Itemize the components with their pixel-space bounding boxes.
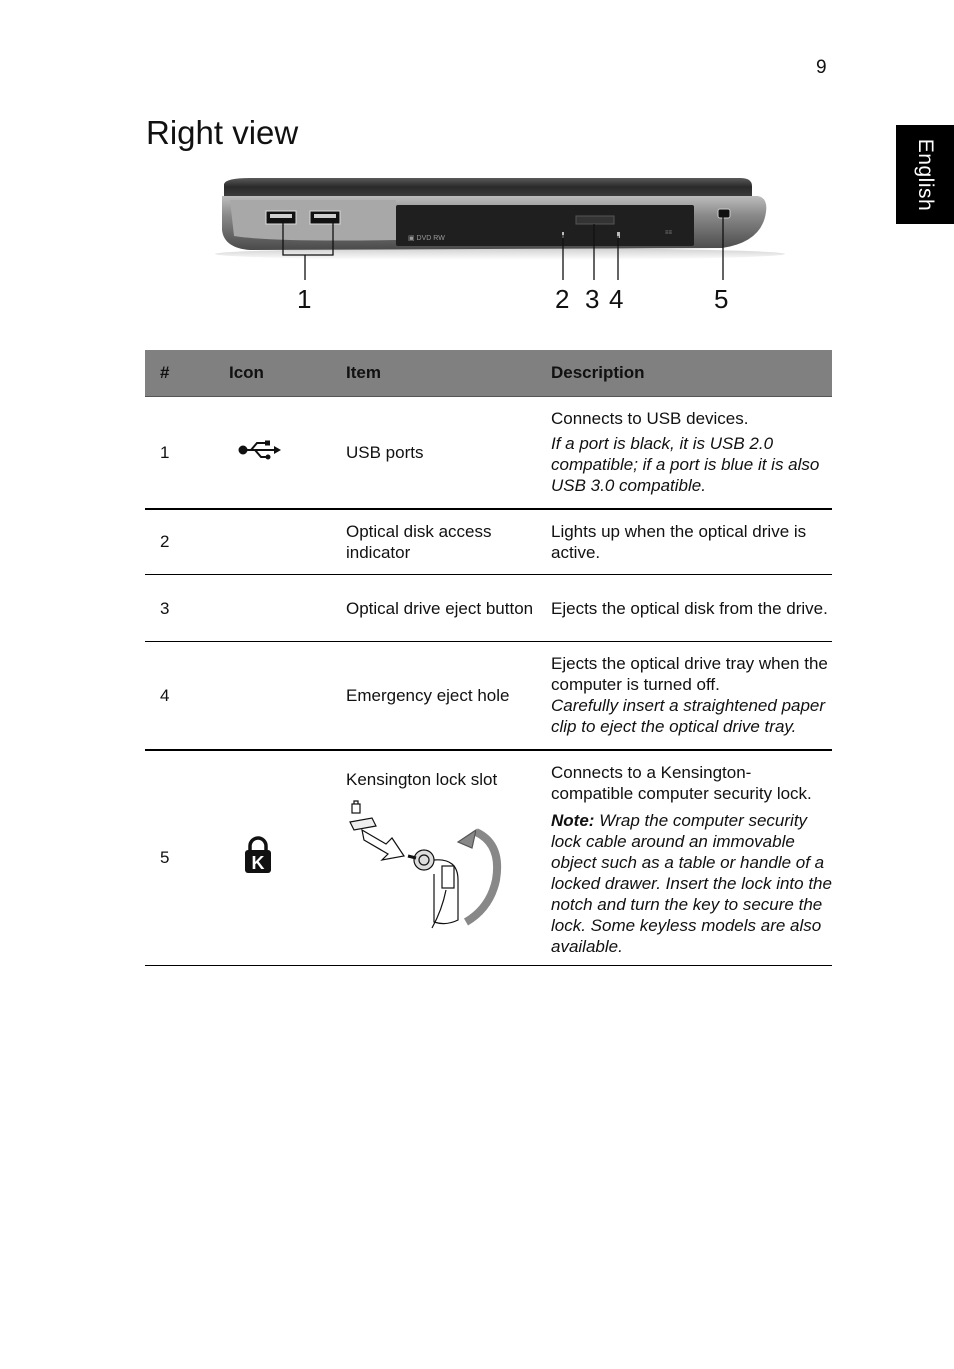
icon-cell [214, 642, 331, 750]
right-view-table [145, 350, 832, 966]
kensington-lock-icon [243, 836, 273, 874]
callout-2: 2 [555, 284, 570, 314]
row-description [536, 397, 832, 509]
note-label: Note: [551, 810, 595, 830]
row-number: 3 [145, 575, 214, 642]
row-number: 2 [145, 509, 214, 575]
description-text: Connects to USB devices. [551, 409, 749, 429]
svg-text:K: K [251, 853, 265, 874]
usb-icon [237, 439, 281, 461]
laptop-right-view-illustration [210, 170, 790, 320]
row-item: Optical disk access indicator [331, 509, 536, 575]
description-italic: If a port is black, it is USB 2.0 compatible; if a port is blue it is also USB 3.0 compatible. [551, 434, 820, 496]
row-description [536, 575, 832, 642]
description-italic: Carefully insert a straightened paper clip to eject the optical drive tray. [551, 696, 826, 737]
language-tab [896, 125, 954, 224]
description-text: Ejects the optical disk from the drive. [551, 598, 828, 618]
row-item: USB ports [331, 397, 536, 509]
header-description: Description [536, 350, 832, 397]
callout-1: 1 [297, 284, 312, 314]
svg-text:▣ DVD RW: ▣ DVD RW [408, 235, 445, 242]
description-note [551, 810, 832, 957]
icon-cell [214, 397, 331, 509]
row-description [536, 750, 832, 966]
callout-4: 4 [609, 284, 624, 314]
row-description [536, 509, 832, 575]
header-item: Item [331, 350, 536, 397]
row-description [536, 642, 832, 750]
description-text: Ejects the optical drive tray when the computer is turned off. [551, 654, 828, 695]
icon-cell [214, 509, 331, 575]
row-number: 5 [145, 750, 214, 966]
callout-5: 5 [714, 284, 729, 314]
table-row [145, 642, 832, 750]
icon-cell [214, 750, 331, 966]
table-row [145, 509, 832, 575]
row-item: Kensington lock slot [346, 769, 498, 789]
icon-cell [214, 575, 331, 642]
kensington-slot [718, 209, 730, 218]
description-text: Connects to a Kensington-compatible computer security lock. [551, 762, 812, 803]
row-item: Optical drive eject button [331, 575, 536, 642]
table-row [145, 750, 832, 966]
row-item: Emergency eject hole [331, 642, 536, 750]
header-number: # [145, 350, 214, 397]
item-cell [331, 750, 536, 966]
table-header-row [145, 350, 832, 397]
callout-3: 3 [585, 284, 600, 314]
note-text: Wrap the computer security lock cable around an immovable object such as a table or handle of a locked drawer. Insert the lock into the notch and turn the key to secure the lock. Some keyless models are also available. [551, 810, 832, 956]
row-number: 1 [145, 397, 214, 509]
description-text: Lights up when the optical drive is active. [551, 521, 807, 562]
language-tab-label: English [914, 138, 937, 211]
table-row [145, 575, 832, 642]
eject-button [576, 216, 614, 224]
header-icon: Icon [214, 350, 331, 397]
page-title: Right view [146, 114, 299, 151]
table-row [145, 397, 832, 509]
kensington-lock-illustration [346, 800, 506, 930]
page-number: 9 [816, 57, 827, 78]
row-number: 4 [145, 642, 214, 750]
svg-text:≡≡: ≡≡ [665, 230, 673, 236]
